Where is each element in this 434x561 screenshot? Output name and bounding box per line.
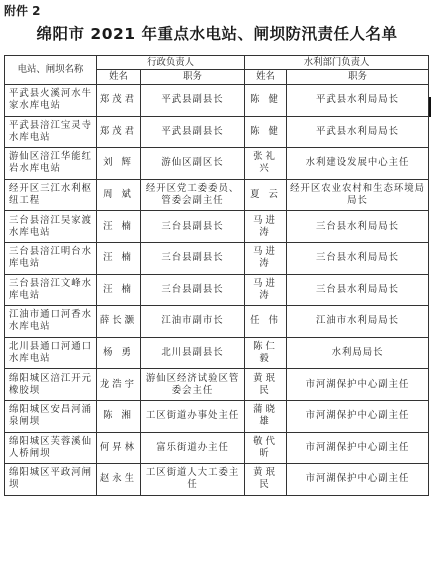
cell-water-name: 任 伟 (245, 306, 287, 338)
side-marker (429, 97, 431, 117)
cell-site: 三台县涪江文峰水库电站 (5, 274, 97, 306)
header-water-name: 姓名 (245, 70, 287, 85)
header-water-position: 职务 (287, 70, 429, 85)
header-water-group: 水利部门负责人 (245, 56, 429, 70)
cell-admin-position: 富乐街道办主任 (141, 432, 245, 464)
cell-water-name: 马进涛 (245, 211, 287, 243)
cell-admin-name: 何昇林 (97, 432, 141, 464)
responsibility-table (4, 55, 429, 496)
cell-water-position: 平武县水利局局长 (287, 85, 429, 117)
table-row (5, 432, 429, 464)
table-row (5, 306, 429, 338)
header-admin-group: 行政负责人 (97, 56, 245, 70)
table-row (5, 337, 429, 369)
table-row (5, 242, 429, 274)
cell-admin-name: 汪 楠 (97, 242, 141, 274)
table-row (5, 148, 429, 180)
cell-water-position: 市河湖保护中心副主任 (287, 464, 429, 496)
cell-water-position: 市河湖保护中心副主任 (287, 400, 429, 432)
cell-water-name: 黄珉民 (245, 464, 287, 496)
table-row (5, 464, 429, 496)
cell-site: 北川县通口河通口水库电站 (5, 337, 97, 369)
cell-site: 游仙区涪江华能红岩水库电站 (5, 148, 97, 180)
cell-water-name: 蒲晓雄 (245, 400, 287, 432)
cell-admin-name: 赵永生 (97, 464, 141, 496)
cell-water-position: 市河湖保护中心副主任 (287, 432, 429, 464)
cell-admin-name: 汪 楠 (97, 211, 141, 243)
cell-site: 绵阳城区芙蓉溪仙人桥闸坝 (5, 432, 97, 464)
cell-water-position: 水利局局长 (287, 337, 429, 369)
cell-admin-name: 杨 勇 (97, 337, 141, 369)
cell-admin-position: 三台县副县长 (141, 242, 245, 274)
cell-water-name: 夏 云 (245, 179, 287, 211)
cell-site: 三台县涪江明台水库电站 (5, 242, 97, 274)
cell-water-position: 水利建设发展中心主任 (287, 148, 429, 180)
cell-admin-position: 三台县副县长 (141, 274, 245, 306)
header-site: 电站、闸坝名称 (5, 56, 97, 85)
annex-label: 附件 2 (4, 4, 41, 18)
cell-admin-name: 郑茂君 (97, 85, 141, 117)
cell-admin-name: 周 斌 (97, 179, 141, 211)
header-admin-name: 姓名 (97, 70, 141, 85)
cell-admin-name: 郑茂君 (97, 116, 141, 148)
table-row (5, 274, 429, 306)
cell-water-name: 陈仁毅 (245, 337, 287, 369)
header-admin-position: 职务 (141, 70, 245, 85)
cell-admin-position: 工区街道办事处主任 (141, 400, 245, 432)
cell-admin-position: 工区街道人大工委主任 (141, 464, 245, 496)
cell-admin-position: 游仙区副区长 (141, 148, 245, 180)
cell-site: 绵阳城区平政河闸坝 (5, 464, 97, 496)
cell-water-position: 江油市水利局局长 (287, 306, 429, 338)
cell-site: 绵阳城区涪江开元橡胶坝 (5, 369, 97, 401)
table-row (5, 400, 429, 432)
cell-water-position: 三台县水利局局长 (287, 211, 429, 243)
cell-water-position: 三台县水利局局长 (287, 274, 429, 306)
cell-water-position: 经开区农业农村和生态环境局局长 (287, 179, 429, 211)
cell-admin-position: 北川县副县长 (141, 337, 245, 369)
cell-site: 绵阳城区安昌河涌泉闸坝 (5, 400, 97, 432)
header-row-groups (5, 56, 429, 70)
cell-admin-name: 陈 湘 (97, 400, 141, 432)
cell-water-name: 敬代昕 (245, 432, 287, 464)
cell-water-name: 张礼兴 (245, 148, 287, 180)
cell-admin-name: 刘 辉 (97, 148, 141, 180)
cell-water-name: 陈 健 (245, 85, 287, 117)
table-row (5, 369, 429, 401)
cell-admin-position: 经开区党工委委员、管委会副主任 (141, 179, 245, 211)
table-row (5, 85, 429, 117)
cell-admin-name: 汪 楠 (97, 274, 141, 306)
cell-admin-position: 平武县副县长 (141, 85, 245, 117)
table-row (5, 179, 429, 211)
cell-site: 江油市通口河香水水库电站 (5, 306, 97, 338)
document-title: 绵阳市 2021 年重点水电站、闸坝防汛责任人名单 (36, 25, 398, 43)
cell-site: 经开区三江水利枢纽工程 (5, 179, 97, 211)
cell-water-name: 马进涛 (245, 274, 287, 306)
cell-admin-position: 三台县副县长 (141, 211, 245, 243)
cell-site: 平武县涪江宝灵寺水库电站 (5, 116, 97, 148)
cell-water-name: 陈 健 (245, 116, 287, 148)
cell-water-position: 三台县水利局局长 (287, 242, 429, 274)
cell-water-name: 马进涛 (245, 242, 287, 274)
table-row (5, 211, 429, 243)
cell-admin-name: 龙浩宇 (97, 369, 141, 401)
cell-admin-name: 薛长灏 (97, 306, 141, 338)
cell-water-position: 市河湖保护中心副主任 (287, 369, 429, 401)
cell-admin-position: 游仙区经济试验区管委会主任 (141, 369, 245, 401)
cell-site: 三台县涪江吴家渡水库电站 (5, 211, 97, 243)
cell-water-name: 黄珉民 (245, 369, 287, 401)
cell-admin-position: 江油市副市长 (141, 306, 245, 338)
cell-site: 平武县火溪河水牛家水库电站 (5, 85, 97, 117)
table-row (5, 116, 429, 148)
cell-water-position: 平武县水利局局长 (287, 116, 429, 148)
cell-admin-position: 平武县副县长 (141, 116, 245, 148)
